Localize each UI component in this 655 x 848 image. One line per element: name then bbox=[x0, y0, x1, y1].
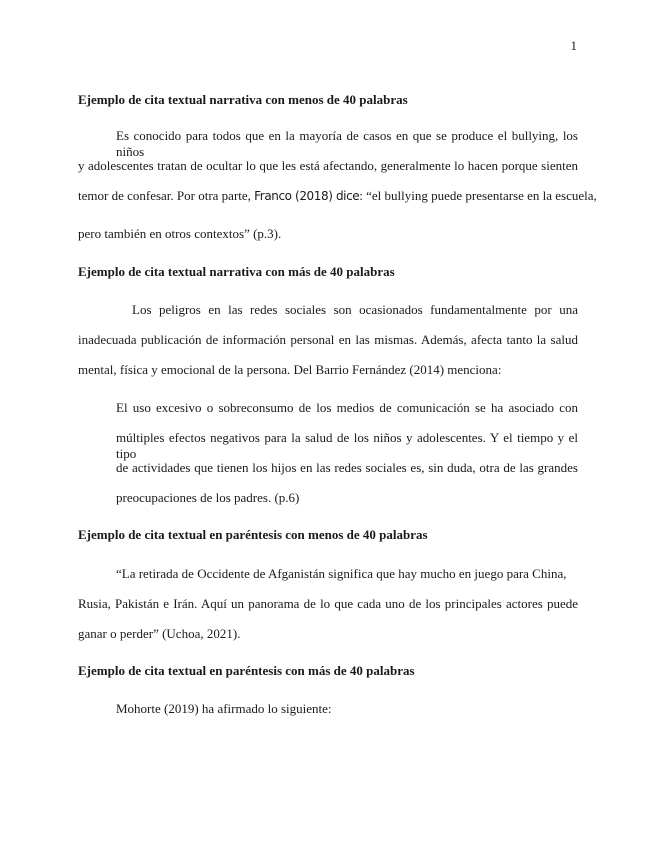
paragraph-line: ganar o perder” (Uchoa, 2021). bbox=[78, 626, 241, 641]
paragraph-line: Es conocido para todos que en la mayoría de casos en que se produce el bullying, los niños bbox=[116, 128, 578, 159]
text-run: temor de confesar. Por otra parte, bbox=[78, 188, 251, 203]
text-run: : “el bullying puede presentarse en la escuela, bbox=[359, 188, 597, 203]
block-quote-line: El uso excesivo o sobreconsumo de los medios de comunicación se ha asociado con bbox=[116, 400, 578, 415]
page-number: 1 bbox=[570, 38, 577, 53]
section-heading-1: Ejemplo de cita textual narrativa con menos de 40 palabras bbox=[78, 92, 408, 107]
block-quote-line: preocupaciones de los padres. (p.6) bbox=[116, 490, 300, 505]
paragraph-line: Rusia, Pakistán e Irán. Aquí un panorama de lo que cada uno de los principales actores puede bbox=[78, 596, 578, 611]
paragraph-line: mental, física y emocional de la persona. Del Barrio Fernández (2014) menciona: bbox=[78, 362, 502, 377]
paragraph-line: inadecuada publicación de información personal en las mismas. Además, afecta tanto la salud bbox=[78, 332, 578, 347]
section-heading-4: Ejemplo de cita textual en paréntesis con más de 40 palabras bbox=[78, 663, 415, 678]
paragraph-line: pero también en otros contextos” (p.3). bbox=[78, 226, 282, 241]
paragraph-line: y adolescentes tratan de ocultar lo que les está afectando, generalmente lo hacen porque sienten bbox=[78, 158, 578, 173]
block-quote-line: múltiples efectos negativos para la salud de los niños y adolescentes. Y el tiempo y el tipo bbox=[116, 430, 578, 461]
paragraph-line: “La retirada de Occidente de Afganistán significa que hay mucho en juego para China, bbox=[116, 566, 567, 581]
citation-author: Franco (2018) dice bbox=[254, 189, 360, 203]
paragraph-line: Mohorte (2019) ha afirmado lo siguiente: bbox=[116, 701, 332, 716]
paragraph-line bbox=[78, 188, 597, 204]
block-quote-line: de actividades que tienen los hijos en las redes sociales es, sin duda, otra de las grandes bbox=[116, 460, 578, 475]
paragraph-line: Los peligros en las redes sociales son ocasionados fundamentalmente por una bbox=[132, 302, 578, 317]
section-heading-2: Ejemplo de cita textual narrativa con más de 40 palabras bbox=[78, 264, 395, 279]
section-heading-3: Ejemplo de cita textual en paréntesis con menos de 40 palabras bbox=[78, 527, 428, 542]
